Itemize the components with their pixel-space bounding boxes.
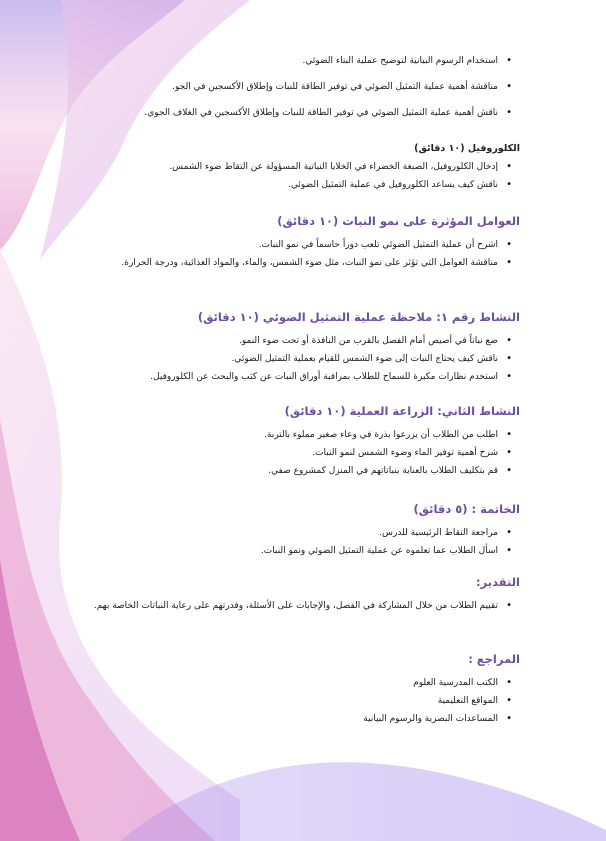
list-item: • مراجعة النقاط الرئيسية للدرس. bbox=[60, 524, 498, 542]
list-item: • اشرح أن عملية التمثيل الضوئي تلعب دوراً حاسماً في نمو النبات. bbox=[60, 236, 498, 254]
section-conclusion bbox=[60, 502, 520, 560]
section-references bbox=[60, 652, 520, 728]
list-item: • اطلب من الطلاب أن يزرعوا بذرة في وعاء صغير مملوء بالتربة. bbox=[60, 426, 498, 444]
bullet-list bbox=[60, 332, 520, 386]
section-heading: النشاط رقم ١: ملاحظة عملية التمثيل الضوئي (١٠ دقائق) bbox=[197, 310, 520, 324]
bullet-list bbox=[60, 524, 520, 560]
bullet-list bbox=[60, 597, 520, 615]
section-assessment bbox=[60, 575, 520, 615]
list-item: • المواقع التعليمية bbox=[60, 692, 498, 710]
list-item: • إدخال الكلوروفيل، الصبغة الخضراء في الخلايا النباتية المسؤولة عن التقاط ضوء الشمس. bbox=[60, 158, 498, 176]
section-activity-1 bbox=[60, 310, 520, 386]
section-heading: المراجع : bbox=[468, 652, 520, 666]
list-item: • ناقش أهمية عملية التمثيل الضوئي في توفير الطاقة للنبات وإطلاق الأكسجين في الغلاف الجوي. bbox=[60, 104, 498, 122]
bullet-list bbox=[60, 426, 520, 480]
section-heading: العوامل المؤثرة على نمو النبات (١٠ دقائق) bbox=[277, 214, 520, 228]
list-item: • الكتب المدرسية العلوم bbox=[60, 674, 498, 692]
list-item: • شرح أهمية توفير الماء وضوء الشمس لنمو النبات. bbox=[60, 444, 498, 462]
section-heading: الخاتمة : (٥ دقائق) bbox=[413, 502, 520, 516]
list-item: • ناقش كيف يحتاج النبات إلى ضوء الشمس للقيام بعملية التمثيل الضوئي. bbox=[60, 350, 498, 368]
section-heading: التقدير: bbox=[476, 575, 520, 589]
section-activity-2 bbox=[60, 404, 520, 480]
bullet-list bbox=[60, 158, 520, 194]
list-item: • المساعدات البصرية والرسوم البيانية bbox=[60, 710, 498, 728]
list-item: • ضع نباتاً في أصيص أمام الفصل بالقرب من النافذة أو تحت ضوء النمو. bbox=[60, 332, 498, 350]
list-item: • مناقشة أهمية عملية التمثيل الضوئي في توفير الطاقة للنبات وإطلاق الأكسجين في الجو. bbox=[60, 78, 498, 96]
list-item: • تقييم الطلاب من خلال المشاركة في الفصل، والإجابات على الأسئلة، وقدرتهم على رعاية النباتات الخاصة بهم. bbox=[60, 597, 498, 615]
list-item: • استخدام الرسوم البيانية لتوضيح عملية البناء الضوئي. bbox=[60, 52, 498, 70]
list-item: • قم بتكليف الطلاب بالعناية بنباتاتهم في المنزل كمشروع صفي. bbox=[60, 462, 498, 480]
list-item: • ناقش كيف يساعد الكلوروفيل في عملية التمثيل الضوئي. bbox=[60, 176, 498, 194]
section-chlorophyll bbox=[60, 143, 520, 194]
list-item: • مناقشة العوامل التي تؤثر على نمو النبات، مثل ضوء الشمس، والماء، والمواد الغذائية، ودرجة الحرارة. bbox=[60, 254, 498, 272]
bullet-list bbox=[60, 52, 520, 122]
section-heading: الكلوروفيل (١٠ دقائق) bbox=[414, 143, 520, 154]
section-intro bbox=[60, 52, 520, 122]
section-growth-factors bbox=[60, 214, 520, 272]
list-item: • اسأل الطلاب عما تعلموه عن عملية التمثيل الضوئي ونمو النبات. bbox=[60, 542, 498, 560]
bullet-list bbox=[60, 674, 520, 728]
section-heading: النشاط الثاني: الزراعة العملية (١٠ دقائق) bbox=[284, 404, 520, 418]
bullet-list bbox=[60, 236, 520, 272]
list-item: • استخدم نظارات مكبرة للسماح للطلاب بمراقبة أوراق النبات عن كثب والبحث عن الكلوروفيل. bbox=[60, 368, 498, 386]
